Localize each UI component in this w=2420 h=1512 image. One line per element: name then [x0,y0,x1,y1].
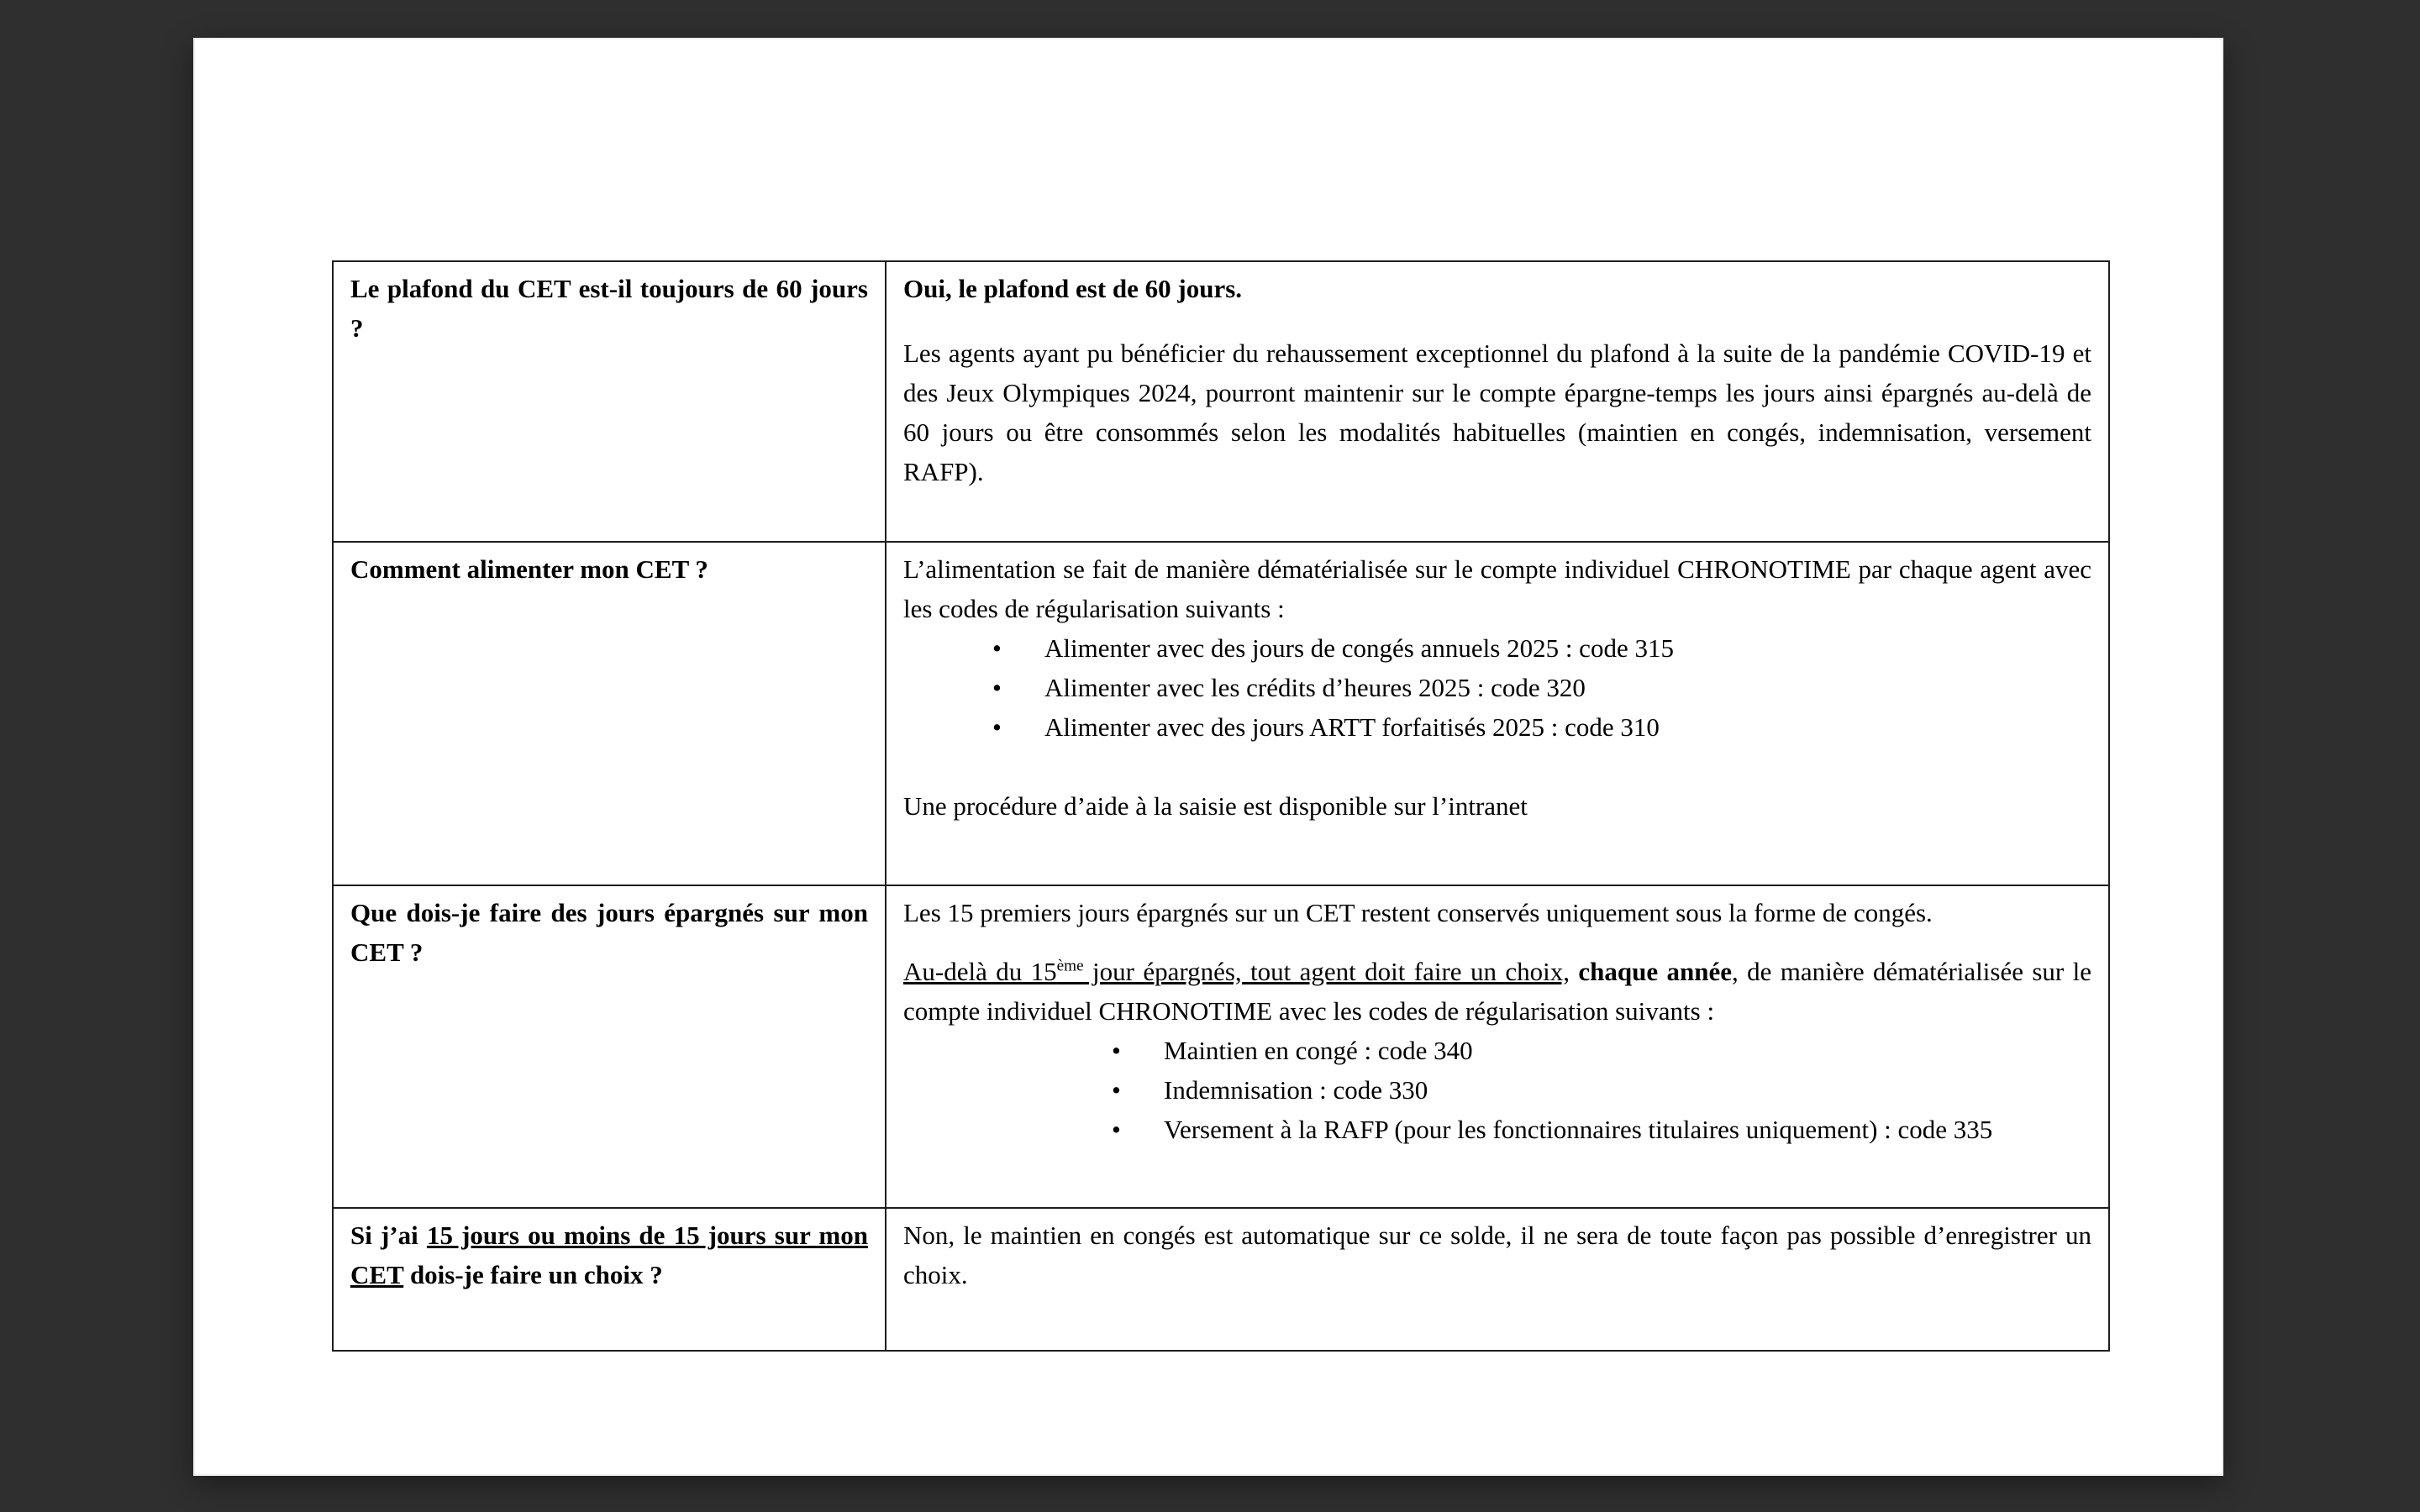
question-underlined: 15 jours ou moins de 15 jours sur mon CET [350,1221,868,1289]
underline-rest: jour épargnés, tout agent doit faire un choix, [1083,957,1570,986]
list-item-text: Maintien en congé : code 340 [1164,1036,1473,1065]
question-text: Le plafond du CET est-il toujours de 60 jours ? [350,274,868,343]
bullet-icon: • [992,712,1002,742]
bullet-icon: • [992,673,1002,702]
bullet-icon: • [1112,1115,1121,1144]
bullet-list [903,628,2091,747]
bullet-icon: • [1112,1036,1121,1065]
list-item-text: Alimenter avec les crédits d’heures 2025 : code 320 [1044,673,1586,702]
list-item [903,628,2091,668]
bullet-icon: • [992,633,1002,663]
answer-note: Une procédure d’aide à la saisie est disponible sur l’intranet [903,791,1528,821]
question-cell [333,261,886,542]
question-cell [333,542,886,885]
underline-prefix: Au-delà du 15 [903,957,1057,986]
list-item [903,1070,2091,1110]
table-row [333,1208,2109,1351]
answer-cell [886,1208,2109,1351]
answer-intro: Les 15 premiers jours épargnés sur un CET restent conservés uniquement sous la forme de congés. [903,898,1933,927]
list-item [903,1110,2091,1149]
question-prefix: Si j’ai [350,1221,427,1250]
list-item-text: Indemnisation : code 330 [1164,1075,1428,1105]
question-text: Que dois-je faire des jours épargnés sur mon CET ? [350,898,868,967]
list-item [903,1031,2091,1070]
answer-paragraph: L’alimentation se fait de manière dématérialisée sur le compte individuel CHRONOTIME par chaque agent avec les codes de régularisation suivants : [903,554,2091,623]
list-item-text: Alimenter avec des jours de congés annuels 2025 : code 315 [1044,633,1674,663]
answer-cell [886,885,2109,1208]
list-item [903,707,2091,747]
question-suffix: dois-je faire un choix ? [403,1260,663,1289]
answer-paragraph: Non, le maintien en congés est automatique sur ce solde, il ne sera de toute façon pas possible d’enregistrer un choix. [903,1221,2091,1289]
faq-table [332,260,2110,1352]
list-item-text: Versement à la RAFP (pour les fonctionnaires titulaires uniquement) : code 335 [1164,1115,1993,1144]
table-row [333,885,2109,1208]
question-cell [333,885,886,1208]
table-row [333,542,2109,885]
bullet-icon: • [1112,1075,1121,1105]
underlined-text [903,957,1570,986]
answer-cell [886,542,2109,885]
ordinal-superscript: ème [1056,957,1084,975]
answer-paragraph [903,952,2091,1031]
bold-inline-text: chaque année [1578,957,1732,986]
answer-cell [886,261,2109,542]
paragraph-rest: , de manière dématérialisée sur le compte individuel CHRONOTIME avec les codes de régularisation suivants : [903,957,2092,1026]
answer-lead: Oui, le plafond est de 60 jours. [903,274,1243,303]
bullet-list [903,1031,2091,1149]
question-text: Comment alimenter mon CET ? [350,554,708,584]
list-item [903,668,2091,707]
document-page [195,39,2222,1474]
table-row [333,261,2109,542]
question-text [350,1215,868,1294]
question-cell [333,1208,886,1351]
answer-paragraph: Les agents ayant pu bénéficier du rehaussement exceptionnel du plafond à la suite de la pandémie COVID-19 et des Jeux Olympiques 2024, pourront maintenir sur le compte épargne-temps les jours ainsi épargnés au-delà de 60 jours ou être consommés selon les modalités habituelles (maintien en congés, indemnisation, versement RAFP). [903,339,2091,486]
list-item-text: Alimenter avec des jours ARTT forfaitisés 2025 : code 310 [1044,712,1660,742]
